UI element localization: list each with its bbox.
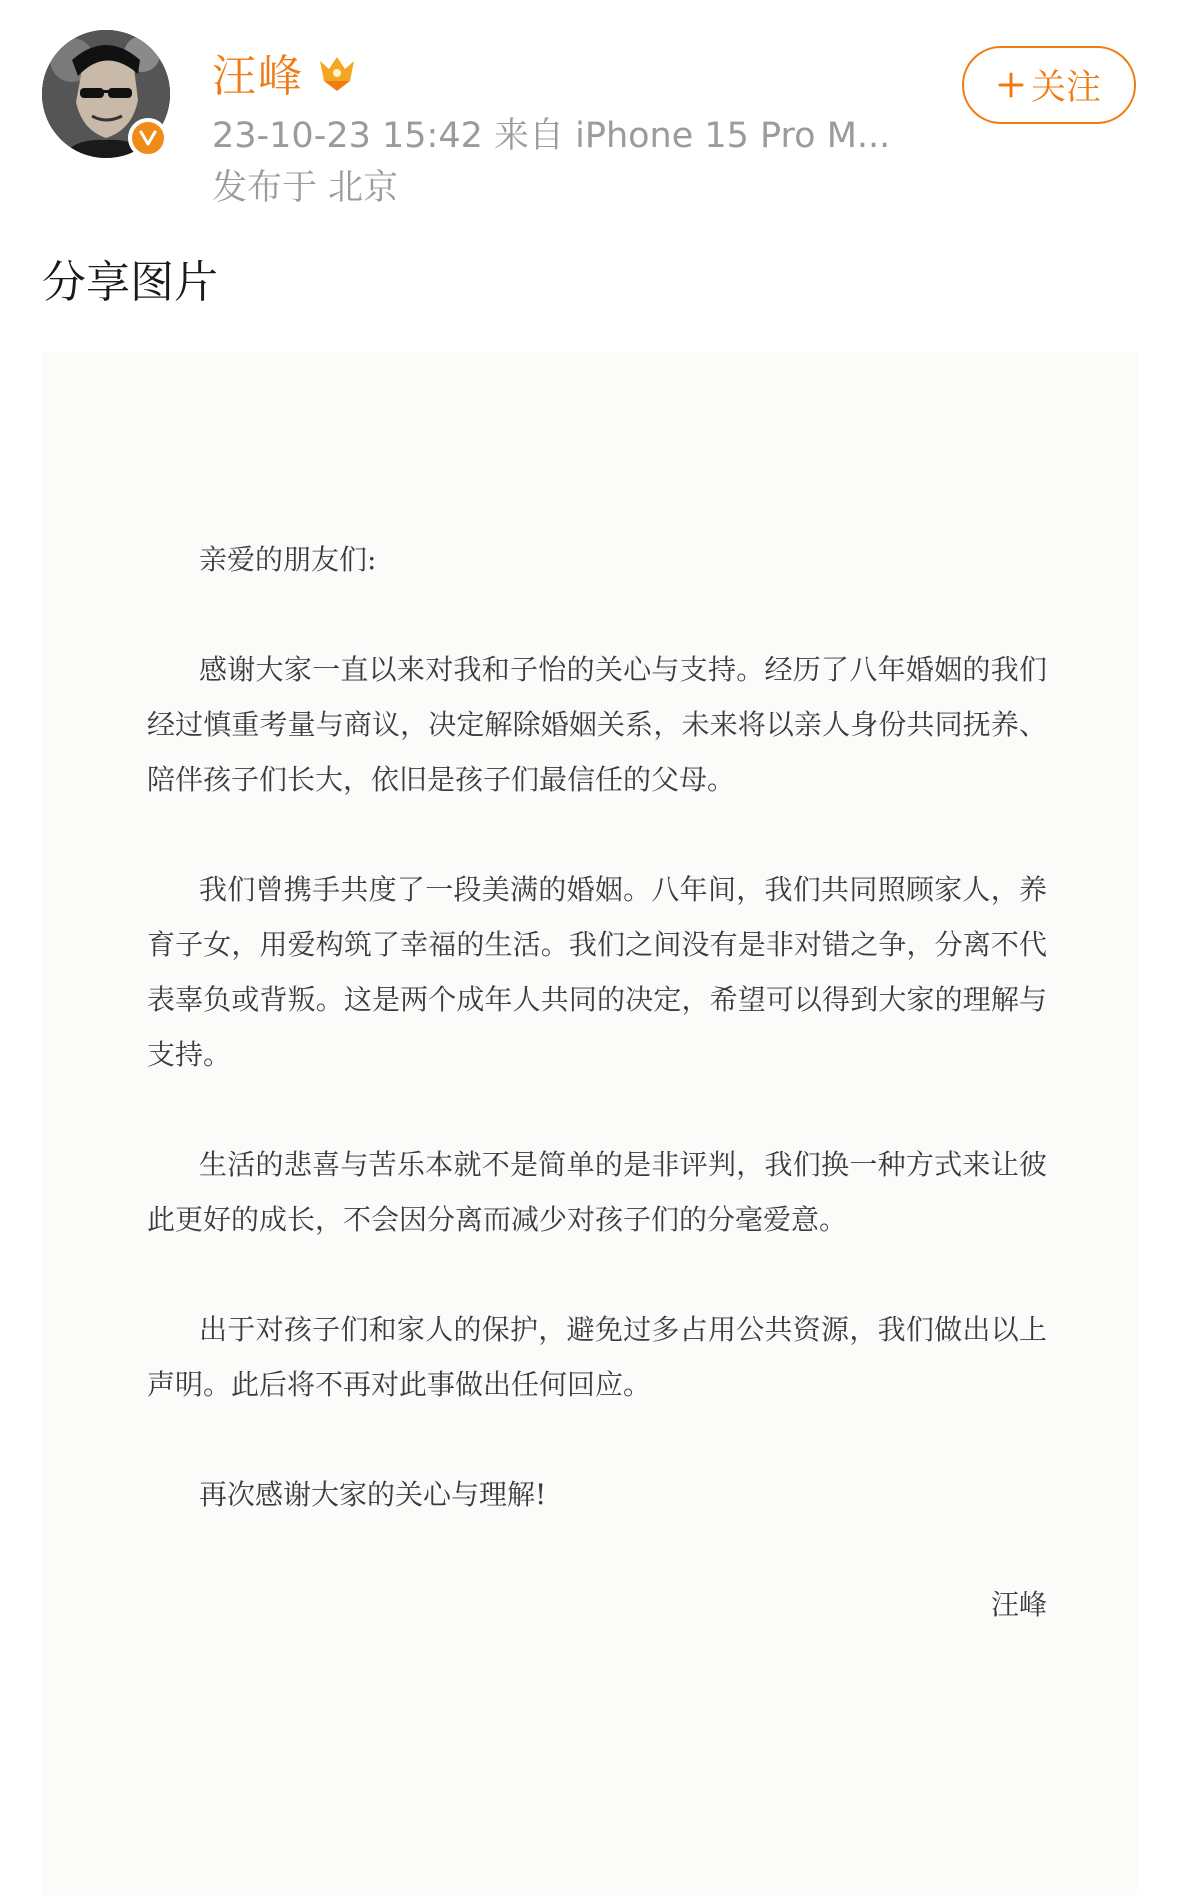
post-location: 发布于 北京 — [212, 168, 399, 208]
vip-crown-icon — [316, 51, 358, 93]
letter-paragraph: 生活的悲喜与苦乐本就不是简单的是非评判，我们换一种方式来让彼此更好的成长，不会因分离而减少对孩子们的分毫爱意。 — [147, 1148, 1047, 1236]
letter-paragraph: 我们曾携手共度了一段美满的婚姻。八年间，我们共同照顾家人，养育子女，用爱构筑了幸福的生活。我们之间没有是非对错之争，分离不代表辜负或背叛。这是两个成年人共同的决定，希望可以得到大家的理解与支持。 — [147, 873, 1047, 1071]
verified-badge-icon — [128, 118, 168, 158]
post-meta: 23-10-23 15:42 来自 iPhone 15 Pro M... — [212, 116, 891, 156]
author-name[interactable]: 汪峰 — [212, 51, 304, 102]
letter-paragraph: 出于对孩子们和家人的保护，避免过多占用公共资源，我们做出以上声明。此后将不再对此事做出任何回应。 — [147, 1313, 1047, 1401]
shared-image[interactable] — [42, 352, 1137, 1895]
author-row — [212, 44, 358, 100]
post-text: 分享图片 — [42, 257, 218, 308]
letter-paragraph: 感谢大家一直以来对我和子怡的关心与支持。经历了八年婚姻的我们经过慎重考量与商议，决定解除婚姻关系，未来将以亲人身份共同抚养、陪伴孩子们长大，依旧是孩子们最信任的父母。 — [147, 653, 1047, 796]
letter-paragraph: 再次感谢大家的关心与理解! — [199, 1478, 547, 1511]
plus-icon — [997, 71, 1025, 99]
letter-signature: 汪峰 — [990, 1588, 1047, 1621]
post-header — [0, 0, 1179, 230]
letter-greeting: 亲爱的朋友们: — [199, 543, 377, 576]
statement-letter — [147, 532, 1047, 1687]
follow-button[interactable] — [962, 46, 1136, 124]
follow-label: 关注 — [1030, 68, 1101, 108]
